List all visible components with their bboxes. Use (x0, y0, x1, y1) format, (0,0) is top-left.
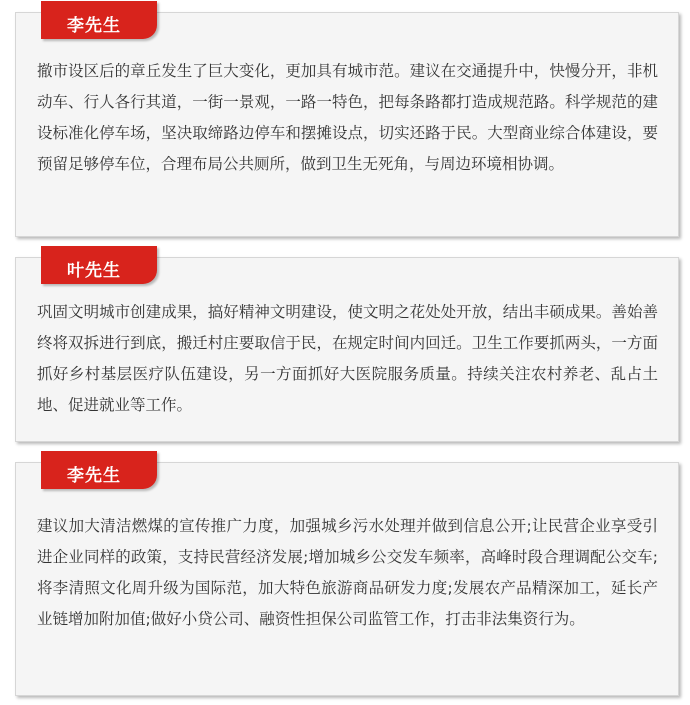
speaker-tag (41, 246, 157, 284)
comment-text: 巩固文明城市创建成果，搞好精神文明建设，使文明之花处处开放，结出丰硕成果。善始善终将双拆进行到底，搬迁村庄要取信于民，在规定时间内回迁。卫生工作要抓两头，一方面抓好乡村基层医疗队伍建设，另一方面抓好大医院服务质量。持续关注农村养老、乱占土地、促进就业等工作。 (37, 303, 658, 414)
speaker-tag (41, 451, 157, 489)
speaker-name: 李先生 (67, 466, 121, 486)
comment-card (15, 462, 679, 696)
speaker-name: 叶先生 (67, 261, 121, 281)
comment-card (15, 12, 679, 237)
speaker-name: 李先生 (67, 16, 121, 36)
comment-text: 撤市设区后的章丘发生了巨大变化，更加具有城市范。建议在交通提升中，快慢分开，非机动车、行人各行其道，一街一景观，一路一特色，把每条路都打造成规范路。科学规范的建设标准化停车场，坚决取缔路边停车和摆摊设点，切实还路于民。大型商业综合体建设，要预留足够停车位，合理布局公共厕所，做到卫生无死角，与周边环境相协调。 (37, 62, 658, 173)
comment-card (15, 257, 679, 442)
speaker-tag (41, 1, 157, 39)
comment-text: 建议加大清洁燃煤的宣传推广力度，加强城乡污水处理并做到信息公开;让民营企业享受引进企业同样的政策，支持民营经济发展;增加城乡公交发车频率，高峰时段合理调配公交车;将李清照文化周升级为国际范，加大特色旅游商品研发力度;发展农产品精深加工，延长产业链增加附加值;做好小贷公司、融资性担保公司监管工作，打击非法集资行为。 (37, 517, 658, 628)
